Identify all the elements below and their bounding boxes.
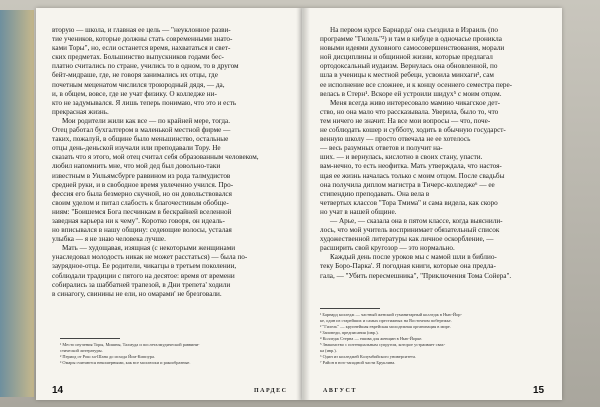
text-line: Отец работал бухгалтером в маленькой местной фирме — bbox=[52, 126, 231, 135]
left-footnotes bbox=[60, 342, 290, 366]
text-line: вам-нечно, то есть неофитка. Мать утверждала, что настоя- bbox=[320, 162, 502, 171]
text-line: Мои родители жили как все — по крайней мере, тогда. bbox=[62, 116, 231, 125]
footnote-line: ² "Гилель" — крупнейшая еврейская молодежная организация в мире. bbox=[320, 324, 451, 329]
text-line: — весь разумных ответов и получит на- bbox=[320, 144, 443, 153]
text-line: расширить свой кругозор — это нормально. bbox=[320, 244, 455, 253]
footnote-line: ³ Заповеди, предписания (ивр.). bbox=[320, 330, 379, 335]
text-line: шла в ученицы к местной ребецн, усвоила минхаги³, сам bbox=[320, 71, 494, 80]
right-paragraph-4 bbox=[320, 253, 552, 280]
left-page-body bbox=[52, 26, 288, 299]
text-line: улыбка — я не знаю человека лучше. bbox=[52, 235, 166, 244]
text-line: соблюдали традиции с пятого на десятое: время от времени bbox=[52, 271, 235, 280]
left-footnote-rule bbox=[60, 338, 120, 339]
text-line: кто не задумывался. Я лишь теперь понимаю, что это и есть bbox=[52, 98, 237, 107]
book-cover-edge bbox=[0, 10, 34, 397]
text-line: тие учеников, которые должны стать современными знато- bbox=[52, 35, 233, 44]
text-line: отцы день-деньской изучали или преподавали Тору. Не bbox=[52, 144, 221, 153]
text-line: сказать что я этого, мой отец считал себя образованным человеком, bbox=[52, 153, 259, 162]
footnote-line: ка (ивр.). bbox=[320, 348, 337, 353]
footnote-line: ⁵ Знакомство с потенциальным супругом, которое устраивает свах- bbox=[320, 342, 446, 347]
text-line: Мать — худощавая, изящная (с некоторыми женщинами bbox=[62, 244, 236, 253]
footnote-line: ³ Омары считаются некошерными, как все моллюски и ракообразные. bbox=[60, 360, 191, 365]
text-line: и, в общем, вовсе, где не учат физику. О колледже ни- bbox=[52, 89, 217, 98]
right-paragraph-2 bbox=[320, 99, 552, 217]
text-line: Меня всегда живо интересовало мамино чикагское дет- bbox=[330, 98, 501, 107]
text-line: ших. — и вернулась, кислотно в своих стану, упасти. bbox=[320, 153, 483, 162]
footnote-line: ¹ Барнард колледж — частный женский гуманитарный колледж в Нью-Йор- bbox=[320, 312, 462, 317]
text-line: ками Торы", но, если останется время, нахвататься и свет- bbox=[52, 44, 231, 53]
text-line: велась в Стерн¹. Вскоре ей устроили шидух⁵ с моим отцом. bbox=[320, 89, 502, 98]
text-line: фессия его была безмерно скучной, но он довольствовался bbox=[52, 189, 232, 198]
footnote-line: ⁶ Один из колледжей Колумбийского университета. bbox=[320, 354, 417, 359]
text-line: ее исполнение все сложнее, и к концу осеннего семестра пере- bbox=[320, 80, 513, 89]
text-line: прекрасная жизнь. bbox=[52, 107, 109, 116]
text-line: платно считались по стране, учились то в одном, то в другом bbox=[52, 62, 239, 71]
text-line: не соблюдать кошер и субботу, ходить в обычную государст- bbox=[320, 126, 506, 135]
right-footnotes bbox=[320, 312, 552, 366]
right-paragraph-3 bbox=[320, 217, 552, 253]
text-line: теку Боро-Парка'. Я погодная книги, которые она предла- bbox=[320, 262, 496, 271]
footnote-line: стической литературы. bbox=[60, 348, 103, 353]
left-page-number: 14 bbox=[52, 385, 64, 396]
text-line: но вписывался в нашу общину: седеющие волосы, усталая bbox=[52, 226, 232, 235]
text-line: — Арье, — сказала она в пятом классе, когда выяснили- bbox=[330, 216, 503, 225]
right-paragraph-1 bbox=[320, 26, 552, 99]
text-line: любил напомнить мне, что мой дед был довольно-таки bbox=[52, 162, 221, 171]
text-line: заведная карьера ни к чему". Коротко говоря, он идеаль- bbox=[52, 216, 225, 225]
left-running-head: ПАРДЕС bbox=[254, 388, 288, 394]
text-line: средней руки, и в свободное время увлеченно учился. Про- bbox=[52, 180, 234, 189]
text-line: щая ее жизнь началась только с моим отцом. После свадьбы bbox=[320, 171, 505, 180]
right-page-body bbox=[320, 26, 552, 281]
text-line: но учат в нашей общине. bbox=[320, 207, 397, 216]
text-line: ортодоксальный иудаизм. Вернулась она обновленной, по bbox=[320, 62, 498, 71]
text-line: бейт-мидраше, где, не говоря занимались их отцы, где bbox=[52, 71, 218, 80]
text-line: ство, но она мало что рассказывала. Уверила, было то, что bbox=[320, 107, 499, 116]
text-line: известным в Уильямсбурге раввином из рода талмудистов bbox=[52, 171, 231, 180]
text-line: ниям: "Боишемся Бога песчинкам в бескрайней вселенной bbox=[52, 207, 232, 216]
left-paragraph-1 bbox=[52, 26, 288, 117]
text-line: тем ничего не значит. На все мои вопросы — что, поче- bbox=[320, 116, 491, 125]
footnote-line: ⁷ Район в юго-западной части Бруклина. bbox=[320, 360, 396, 365]
text-line: заурядное-отца. Ее родители, чикагцы в третьем поколении, bbox=[52, 262, 237, 271]
text-line: стипендию преподавать. Она вела в bbox=[320, 189, 430, 198]
footnote-line: ке, один из старейших и самых престижных на Восточном побережье. bbox=[320, 318, 452, 323]
text-line: лось, что мой учитель воспринимает обязательный список bbox=[320, 226, 500, 235]
right-running-head: АВГУСТ bbox=[323, 388, 357, 394]
text-line: она получила диплом магистра в Тичерс-колледже⁶ — ее bbox=[320, 180, 495, 189]
text-line: художественной литературы как личное оскорбление, — bbox=[320, 235, 494, 244]
text-line: таких, пожалуй, в общине было меньшинство, остальные bbox=[52, 135, 229, 144]
left-paragraph-2 bbox=[52, 117, 288, 244]
text-line: гала, — "Убить пересмешника", "Приключения Тома Сойера". bbox=[320, 271, 512, 280]
text-line: Каждый день после уроков мы с мамой шли в библио- bbox=[330, 253, 497, 262]
text-line: ной дисциплины и общинной жизни, которые предлагал bbox=[320, 53, 493, 62]
text-line: венную школу — просто отвечала не ее хотелось bbox=[320, 135, 471, 144]
text-line: унаследовал молодость никак не может расстаться) — была по- bbox=[52, 253, 248, 262]
right-footnote-rule bbox=[320, 308, 380, 309]
book-gutter bbox=[296, 8, 310, 400]
footnote-line: ¹ Место изучения Торы, Мишны, Талмуда и послеталмудической раввини- bbox=[60, 342, 200, 347]
text-line: ских предметах. Большинство выпускников годами бес- bbox=[52, 53, 224, 62]
text-line: собирались за шаббатней трапезой, в Дни трепета' ходили bbox=[52, 280, 231, 289]
footnote-line: ⁴ Колледж Стерна — ешива для женщин в Нью-Йорке. bbox=[320, 336, 423, 341]
text-line: новыми идеями духовного самосовершенствования, морали bbox=[320, 44, 505, 53]
left-paragraph-3 bbox=[52, 244, 288, 299]
text-line: почетным меценатом числился троюродный дядя, — да, bbox=[52, 80, 225, 89]
text-line: четвертых классов "Тора Тмима" и сама видела, как скоро bbox=[320, 198, 498, 207]
footnote-line: ² Период от Рош ха-Шана до исхода Йом-Киппура. bbox=[60, 354, 156, 359]
text-line: программе "Гилель"²) и там в кибуце в одночасье проникла bbox=[320, 35, 502, 44]
right-page-number: 15 bbox=[533, 385, 545, 396]
text-line: вторую — школа, и главная ее цель — "неуклонное разви- bbox=[52, 26, 231, 34]
text-line: своим уделом и питал слабость к благочестивым обобще- bbox=[52, 198, 229, 207]
text-line: в синагогу, свинины не ели, но омарами' не брезговали. bbox=[52, 289, 222, 298]
text-line: На первом курсе Барнарда' она съездила в Израиль (по bbox=[330, 26, 498, 34]
